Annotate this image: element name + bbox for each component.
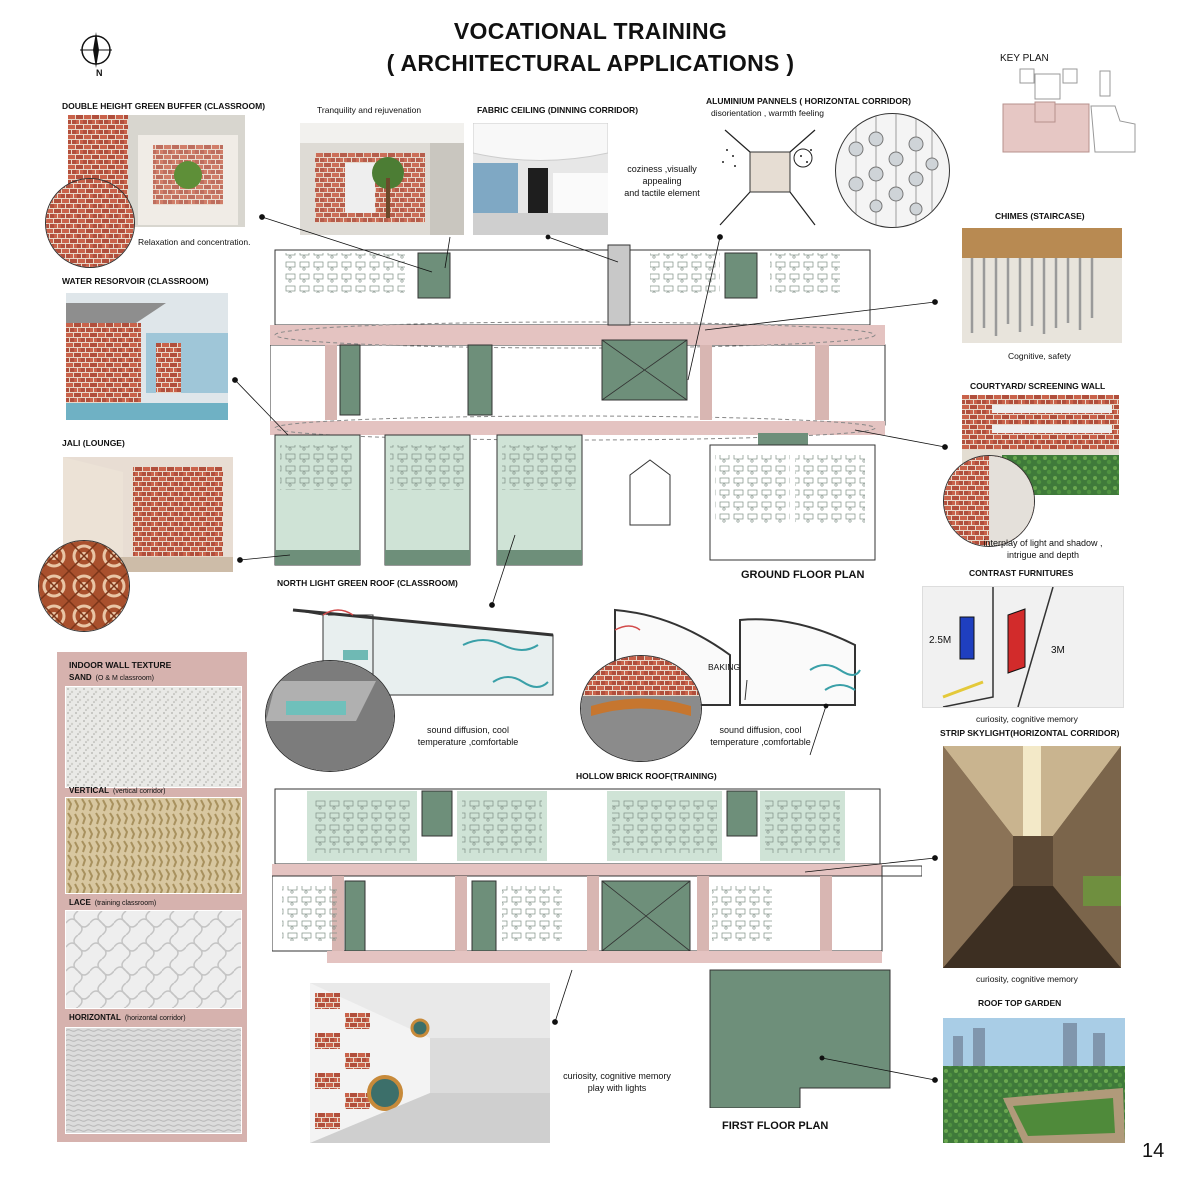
page-subtitle: ( ARCHITECTURAL APPLICATIONS ) (386, 50, 795, 76)
aluminium-caption: disorientation , warmth feeling (711, 108, 824, 118)
north-light-caption-line1: sound diffusion, cool (427, 725, 509, 735)
wall-texture-title: INDOOR WALL TEXTURE (69, 660, 172, 670)
contrast-mark-b: 3M (1051, 645, 1065, 656)
baking-caption-line2: temperature ,comfortable (710, 737, 811, 747)
texture-horizontal-name: HORIZONTAL (69, 1013, 121, 1022)
fabric-ceiling-title: FABRIC CEILING (DINNING CORRIDOR) (477, 105, 639, 115)
green-buffer-caption: Relaxation and concentration. (138, 237, 251, 247)
aluminium-title: ALUMINIUM PANNELS ( HORIZONTAL CORRIDOR) (706, 96, 911, 106)
contrast-mark-a: 2.5M (929, 635, 952, 646)
ground-floor-plan-title: GROUND FLOOR PLAN (741, 569, 865, 581)
fabric-caption-line2: appealing (642, 176, 682, 186)
fabric-caption-line1: coziness ,visually (627, 164, 697, 174)
baking-caption-line1: sound diffusion, cool (719, 725, 802, 735)
strip-skylight-title: STRIP SKYLIGHT(HORIZONTAL CORRIDOR) (940, 728, 1120, 738)
corridor-caption-line2: play with lights (587, 1083, 647, 1093)
courtyard-title: COURTYARD/ SCREENING WALL (970, 381, 1106, 391)
page-number: 14 (1142, 1140, 1165, 1162)
chimes-title: CHIMES (STAIRCASE) (995, 211, 1085, 221)
courtyard-caption-line1: interplay of light and shadow , (983, 538, 1103, 548)
chimes-caption: Cognitive, safety (1008, 351, 1071, 361)
jali-title: JALI (LOUNGE) (62, 438, 125, 448)
strip-skylight-caption: curiosity, cognitive memory (976, 974, 1078, 984)
green-buffer-title: DOUBLE HEIGHT GREEN BUFFER (CLASSROOM) (62, 101, 266, 111)
courtyard-caption-line2: intrigue and depth (1006, 550, 1080, 560)
texture-horizontal-note: (horizontal corridor) (124, 1015, 186, 1022)
fabric-caption-line3: and tactile element (624, 188, 700, 198)
page-title: VOCATIONAL TRAINING (453, 18, 728, 44)
roof-garden-title: ROOF TOP GARDEN (978, 998, 1062, 1008)
north-light-caption-line2: temperature ,comfortable (417, 737, 519, 747)
texture-vertical-note: (vertical corridor) (113, 788, 166, 795)
texture-lace-name: LACE (69, 898, 91, 907)
first-floor-plan-title: FIRST FLOOR PLAN (722, 1120, 829, 1132)
texture-sand-name: SAND (69, 673, 92, 682)
texture-sand-note: (O & M classroom) (95, 675, 155, 682)
texture-vertical-name: VERTICAL (69, 786, 109, 795)
contrast-furn-title: CONTRAST FURNITURES (969, 568, 1074, 578)
north-light-title: NORTH LIGHT GREEN ROOF (CLASSROOM) (277, 578, 458, 588)
corridor-caption-line1: curiosity, cognitive memory (563, 1071, 671, 1081)
contrast-furn-caption: curiosity, cognitive memory (976, 714, 1078, 724)
tranquility-caption: Tranquility and rejuvenation (317, 105, 422, 115)
water-reservoir-title: WATER RESORVOIR (CLASSROOM) (62, 276, 209, 286)
north-label: N (96, 68, 103, 78)
texture-lace-note: (training classroom) (94, 900, 157, 907)
hollow-brick-title: HOLLOW BRICK ROOF(TRAINING) (576, 771, 717, 781)
key-plan-label: KEY PLAN (1000, 53, 1049, 64)
baking-label: BAKING (708, 662, 741, 672)
